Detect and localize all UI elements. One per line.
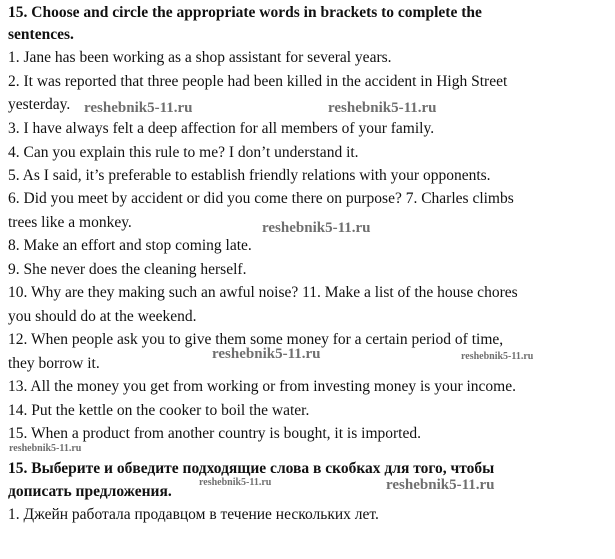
watermark: reshebnik5-11.ru bbox=[262, 220, 371, 236]
sentence-line: 8. Make an effort and stop coming late. bbox=[8, 237, 252, 254]
watermark: reshebnik5-11.ru bbox=[212, 346, 321, 362]
sentence-line: 10. Why are they making such an awful noise? 11. Make a list of the house chores bbox=[8, 284, 518, 301]
watermark: reshebnik5-11.ru bbox=[461, 351, 534, 362]
sentence-line: 4. Can you explain this rule to me? I don’t understand it. bbox=[8, 144, 359, 161]
exercise-heading-en-cont: sentences. bbox=[8, 26, 74, 43]
sentence-line-ru: 1. Джейн работала продавцом в течение нескольких лет. bbox=[8, 506, 379, 523]
watermark: reshebnik5-11.ru bbox=[9, 443, 82, 454]
sentence-line: 9. She never does the cleaning herself. bbox=[8, 261, 247, 278]
exercise-heading-en: 15. Choose and circle the appropriate words in brackets to complete the bbox=[8, 4, 482, 21]
sentence-line: trees like a monkey. bbox=[8, 214, 132, 231]
sentence-line: they borrow it. bbox=[8, 355, 100, 372]
watermark: reshebnik5-11.ru bbox=[199, 477, 272, 488]
sentence-line: you should do at the weekend. bbox=[8, 308, 197, 325]
exercise-heading-ru-cont: дописать предложения. bbox=[8, 483, 172, 500]
sentence-line: 6. Did you meet by accident or did you come there on purpose? 7. Charles climbs bbox=[8, 190, 514, 207]
sentence-line: 13. All the money you get from working or from investing money is your income. bbox=[8, 378, 516, 395]
exercise-heading-ru: 15. Выберите и обведите подходящие слова в скобках для того, чтобы bbox=[8, 460, 495, 477]
watermark: reshebnik5-11.ru bbox=[328, 100, 437, 116]
watermark: reshebnik5-11.ru bbox=[84, 100, 193, 116]
sentence-line: 2. It was reported that three people had been killed in the accident in High Street bbox=[8, 73, 508, 90]
sentence-line: 3. I have always felt a deep affection for all members of your family. bbox=[8, 120, 435, 137]
watermark: reshebnik5-11.ru bbox=[386, 477, 495, 493]
sentence-line: 12. When people ask you to give them some money for a certain period of time, bbox=[8, 331, 504, 348]
sentence-line: 15. When a product from another country is bought, it is imported. bbox=[8, 425, 421, 442]
sentence-line: 5. As I said, it’s preferable to establish friendly relations with your opponents. bbox=[8, 167, 491, 184]
sentence-line: yesterday. bbox=[8, 96, 71, 113]
sentence-line: 1. Jane has been working as a shop assistant for several years. bbox=[8, 49, 392, 66]
sentence-line: 14. Put the kettle on the cooker to boil the water. bbox=[8, 402, 310, 419]
